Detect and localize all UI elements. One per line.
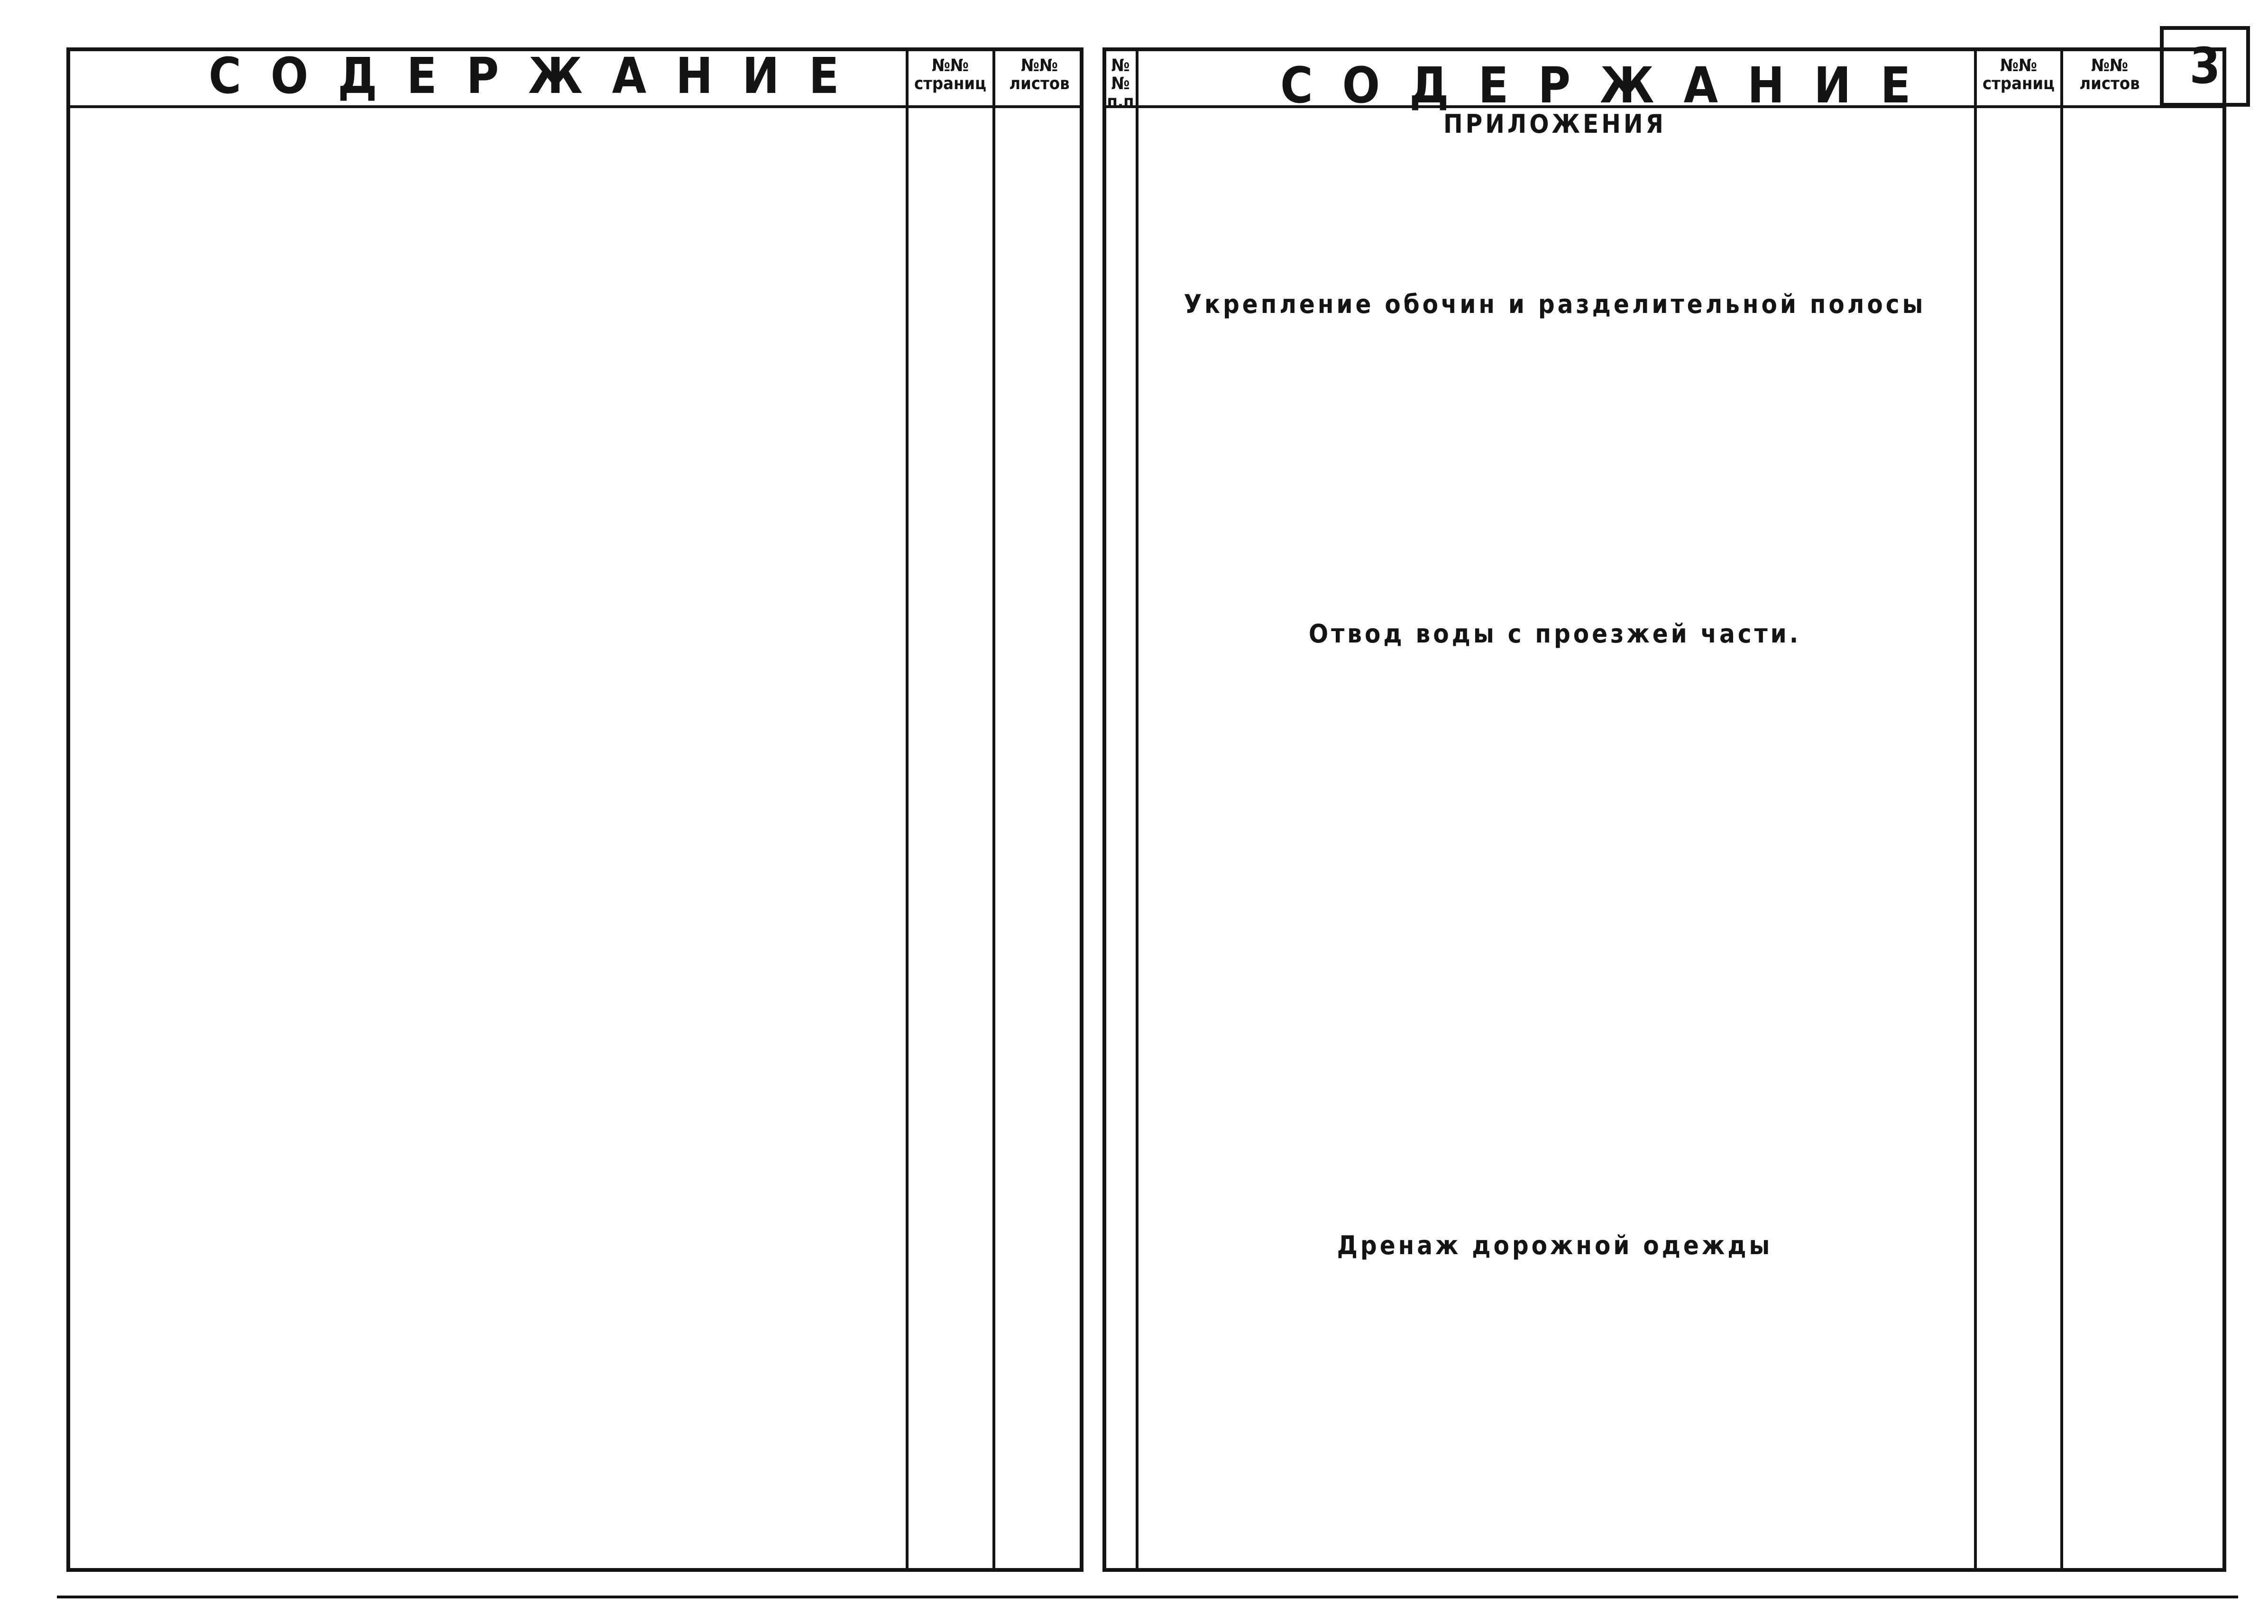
left-pages-col-line xyxy=(906,47,909,1572)
bottom-rule xyxy=(57,1596,2238,1598)
left-table-frame xyxy=(66,47,1083,1572)
right-sheets-col-line xyxy=(2060,47,2063,1572)
left-header-line xyxy=(66,105,1083,108)
right-title: СОДЕРЖАНИЕ xyxy=(1280,56,1940,114)
right-col-sheets-header: №№ листов xyxy=(2079,56,2140,93)
right-col-pages-header: №№ страниц xyxy=(1982,56,2055,93)
section-drainage: Отвод воды с проезжей части. xyxy=(1308,619,1801,649)
left-col-sheets-header: №№ листов xyxy=(1009,56,1070,93)
sheet-number: 3 xyxy=(2189,37,2221,95)
right-table-frame xyxy=(1102,47,2226,1572)
right-col-np-header: №№ п.п xyxy=(1107,56,1134,111)
right-pages-col-line xyxy=(1974,47,1977,1572)
section-appendix: ПРИЛОЖЕНИЯ xyxy=(1443,109,1666,139)
section-shoulders: Укрепление обочин и разделительной полосы xyxy=(1184,289,1926,319)
left-col-pages-header: №№ страниц xyxy=(914,56,987,93)
right-np-col-line xyxy=(1136,47,1139,1572)
section-underdrain: Дренаж дорожной одежды xyxy=(1337,1230,1773,1260)
left-title: СОДЕРЖАНИЕ xyxy=(209,47,869,105)
left-sheets-col-line xyxy=(992,47,995,1572)
